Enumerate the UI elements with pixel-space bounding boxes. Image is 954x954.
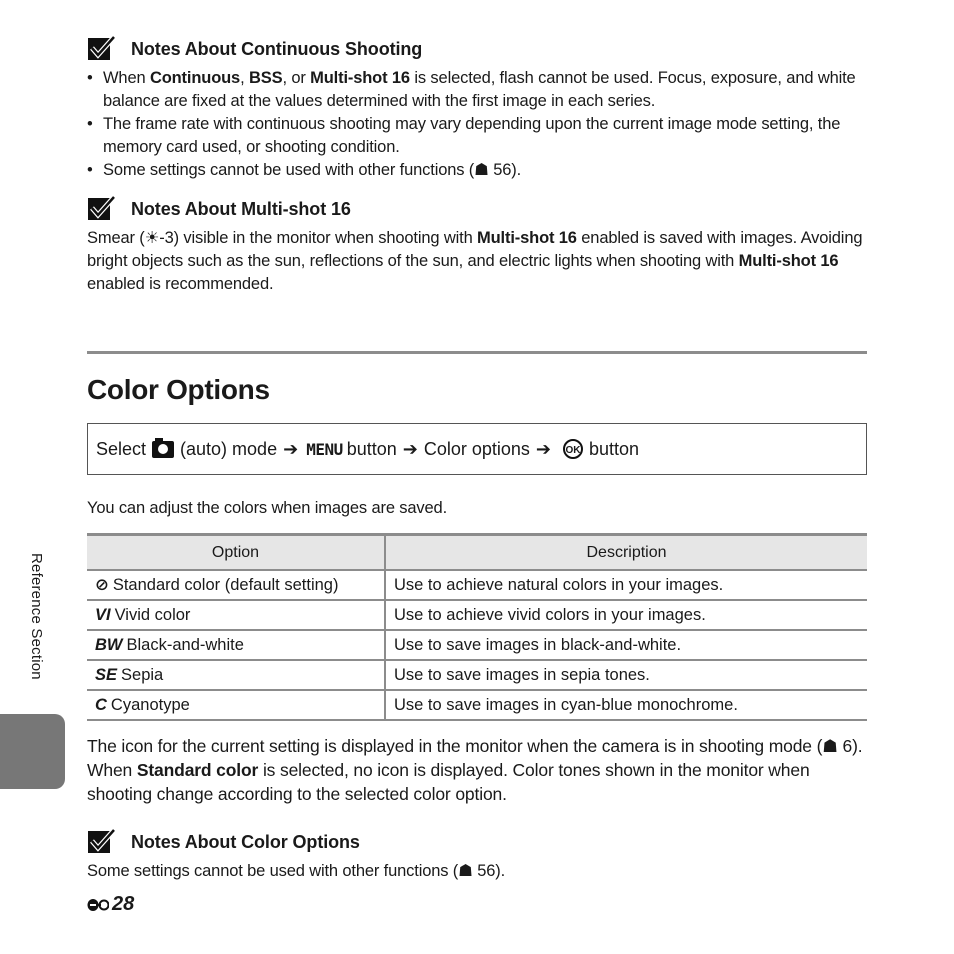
list-item: • Some settings cannot be used with other functions (☗ 56).	[87, 159, 877, 182]
column-header: Option	[87, 535, 385, 571]
after-table-text: The icon for the current setting is displayed in the monitor when the camera is in shooting mode (☗ 6). When Standard color is selected, no icon is displayed. Color tones shown in the monitor when shooting change according to the selected color option.	[87, 736, 863, 804]
option-cell: C Cyanotype	[87, 690, 385, 720]
description-cell: Use to achieve natural colors in your images.	[385, 570, 867, 600]
color-mode-icon: ⊘	[95, 576, 109, 594]
arrow-icon: ➔	[402, 438, 418, 459]
list-item: • The frame rate with continuous shooting may vary depending upon the current image mode setting, the memory card used, or shooting condition.	[87, 113, 877, 159]
arrow-icon: ➔	[535, 438, 552, 459]
page-number: 28	[87, 893, 134, 916]
section-tab	[0, 714, 65, 789]
intro-text: You can adjust the colors when images are saved.	[87, 499, 447, 517]
note-heading-multishot	[87, 196, 351, 222]
note-title: Notes About Color Options	[131, 831, 360, 852]
table-row	[87, 690, 867, 720]
section-divider	[87, 351, 867, 354]
continuous-notes-list	[87, 67, 877, 182]
note-heading-color	[87, 829, 360, 855]
table-row	[87, 660, 867, 690]
description-cell: Use to achieve vivid colors in your images.	[385, 600, 867, 630]
color-mode-icon: VI	[95, 605, 111, 624]
description-cell: Use to save images in sepia tones.	[385, 660, 867, 690]
color-mode-icon: C	[95, 695, 107, 714]
page-title: Color Options	[87, 374, 270, 405]
option-cell: ⊘ Standard color (default setting)	[87, 570, 385, 600]
color-options-table	[87, 533, 867, 721]
ok-icon: OK	[563, 439, 583, 459]
color-mode-icon: BW	[95, 635, 123, 654]
list-item: • When Continuous, BSS, or Multi-shot 16 is selected, flash cannot be used. Focus, exposure, and white balance are fixed at the values determined with the first image in each series.	[87, 67, 877, 113]
note-title: Notes About Continuous Shooting	[131, 38, 423, 59]
reference-e-icon	[87, 898, 109, 912]
option-cell: BW Black-and-white	[87, 630, 385, 660]
menu-icon: MENU	[306, 439, 343, 459]
option-cell: SE Sepia	[87, 660, 385, 690]
color-note-text: Some settings cannot be used with other functions (☗ 56).	[87, 862, 506, 880]
check-icon	[87, 196, 117, 222]
side-section-label: Reference Section	[28, 553, 45, 680]
camera-icon	[152, 441, 174, 458]
description-cell: Use to save images in black-and-white.	[385, 630, 867, 660]
multishot-note-text: Smear (☀-3) visible in the monitor when shooting with Multi-shot 16 enabled is saved with images. Avoiding bright objects such as the sun, reflections of the sun, and electric lights when shooting with Multi-shot 16 enabled is recommended.	[87, 229, 863, 293]
table-row	[87, 630, 867, 660]
column-header: Description	[385, 535, 867, 571]
menu-path-box: Select (auto) mode ➔ MENU button ➔ Color options ➔ OK button	[87, 423, 867, 475]
check-icon	[87, 829, 117, 855]
note-heading-continuous	[87, 36, 422, 62]
note-title: Notes About Multi-shot 16	[131, 198, 351, 219]
table-row	[87, 600, 867, 630]
color-mode-icon: SE	[95, 665, 118, 684]
arrow-icon: ➔	[283, 438, 299, 459]
description-cell: Use to save images in cyan-blue monochrome.	[385, 690, 867, 720]
table-row	[87, 570, 867, 600]
check-icon	[87, 36, 117, 62]
option-cell: VI Vivid color	[87, 600, 385, 630]
